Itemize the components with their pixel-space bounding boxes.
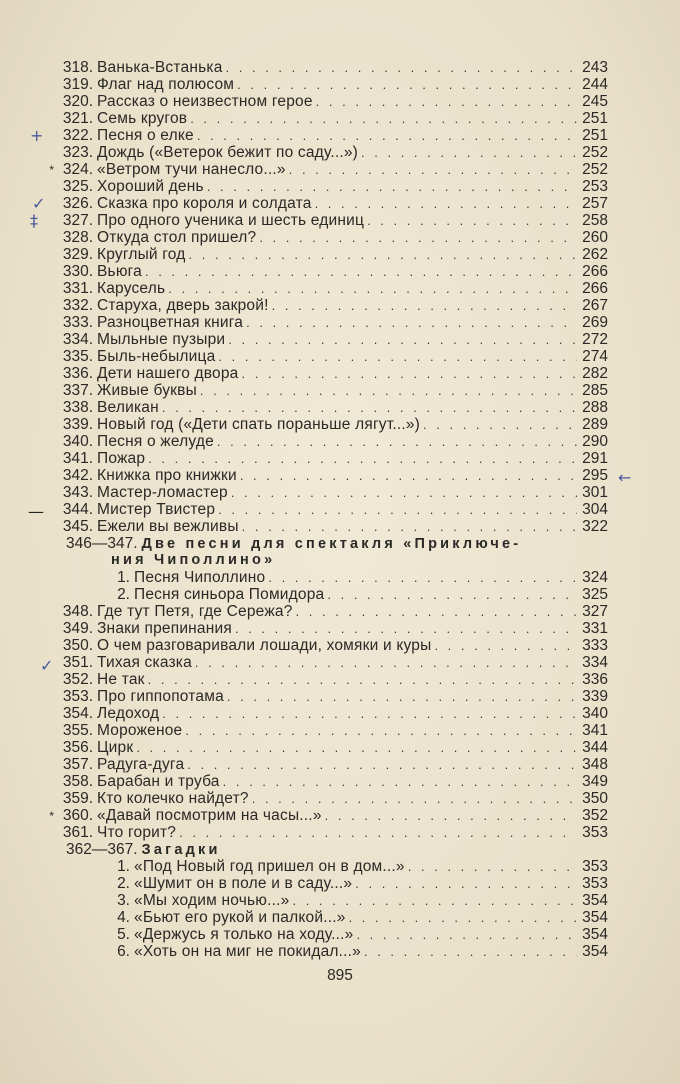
entry-title: «Давай посмотрим на часы...» bbox=[97, 807, 322, 824]
entry-title: Дождь («Ветерок бежит по саду...») bbox=[97, 144, 359, 161]
dot-leader bbox=[423, 416, 577, 433]
entry-marker: * bbox=[49, 163, 54, 177]
table-of-contents bbox=[40, 59, 608, 960]
toc-entry bbox=[40, 535, 608, 552]
entry-number: 5. bbox=[117, 926, 130, 943]
entry-page: 341 bbox=[582, 722, 608, 739]
entry-page: 274 bbox=[582, 348, 608, 365]
dot-leader bbox=[136, 739, 577, 756]
entry-number: 321. bbox=[62, 110, 93, 127]
entry-number: 333. bbox=[62, 314, 93, 331]
entry-page: 333 bbox=[582, 637, 608, 654]
entry-number: 350. bbox=[62, 637, 93, 654]
entry-title: Быль-небылица bbox=[97, 348, 216, 365]
entry-number: 344. bbox=[62, 501, 93, 518]
dot-leader bbox=[296, 603, 577, 620]
dot-leader bbox=[185, 722, 577, 739]
entry-page: 322 bbox=[582, 518, 608, 535]
dot-leader bbox=[179, 824, 577, 841]
entry-page: 352 bbox=[582, 807, 608, 824]
toc-entry bbox=[40, 246, 608, 263]
entry-number: 339. bbox=[62, 416, 93, 433]
entry-title: «Держусь я только на ходу...» bbox=[134, 926, 354, 943]
entry-number: 3. bbox=[117, 892, 130, 909]
entry-marker: * bbox=[49, 809, 54, 823]
entry-number: 340. bbox=[62, 433, 93, 450]
entry-page: 266 bbox=[582, 263, 608, 280]
toc-entry bbox=[40, 348, 608, 365]
toc-entry bbox=[40, 603, 608, 620]
entry-title: Ежели вы вежливы bbox=[97, 518, 239, 535]
toc-entry bbox=[40, 127, 608, 144]
entry-title: Две песни для спектакля «Приключе- bbox=[141, 536, 522, 552]
entry-title: Новый год («Дети спать пораньше лягут...») bbox=[97, 416, 421, 433]
dot-leader bbox=[226, 59, 577, 76]
entry-title: Что горит? bbox=[97, 824, 177, 841]
entry-title: Кто колечко найдет? bbox=[97, 790, 249, 807]
toc-entry bbox=[40, 518, 608, 535]
dot-leader bbox=[327, 586, 577, 603]
entry-title: Круглый год bbox=[97, 246, 186, 263]
entry-page: 336 bbox=[582, 671, 608, 688]
entry-title: Цирк bbox=[97, 739, 134, 756]
entry-number: 6. bbox=[117, 943, 130, 960]
entry-number: 349. bbox=[62, 620, 93, 637]
entry-number: 2. bbox=[117, 875, 130, 892]
toc-entry bbox=[40, 501, 608, 518]
toc-entry bbox=[40, 297, 608, 314]
entry-title: Старуха, дверь закрой! bbox=[97, 297, 269, 314]
entry-number: 4. bbox=[117, 909, 130, 926]
toc-entry bbox=[40, 858, 608, 875]
entry-title: Пожар bbox=[97, 450, 146, 467]
entry-page: 253 bbox=[582, 178, 608, 195]
entry-title: Загадки bbox=[141, 842, 221, 858]
entry-page: 353 bbox=[582, 875, 608, 892]
toc-entry bbox=[40, 450, 608, 467]
entry-title: Мыльные пузыри bbox=[97, 331, 226, 348]
entry-page: 354 bbox=[582, 926, 608, 943]
entry-number: 346—347. bbox=[66, 535, 138, 552]
entry-page: 331 bbox=[582, 620, 608, 637]
toc-entry bbox=[40, 943, 608, 960]
toc-entry bbox=[40, 841, 608, 858]
entry-page: 243 bbox=[582, 59, 608, 76]
dot-leader bbox=[315, 195, 577, 212]
toc-entry bbox=[40, 399, 608, 416]
dot-leader bbox=[227, 688, 577, 705]
entry-number: 342. bbox=[62, 467, 93, 484]
entry-title: Хороший день bbox=[97, 178, 204, 195]
toc-entry bbox=[40, 892, 608, 909]
dot-leader bbox=[316, 93, 577, 110]
entry-title: Про гиппопотама bbox=[97, 688, 224, 705]
entry-page: 340 bbox=[582, 705, 608, 722]
entry-page: 339 bbox=[582, 688, 608, 705]
entry-page: 252 bbox=[582, 144, 608, 161]
toc-entry bbox=[40, 382, 608, 399]
pen-mark-icon: ✓ bbox=[32, 194, 46, 213]
toc-entry bbox=[40, 195, 608, 212]
dot-leader bbox=[355, 875, 577, 892]
entry-number: 332. bbox=[62, 297, 93, 314]
entry-title: Сказка про короля и солдата bbox=[97, 195, 312, 212]
entry-title: Где тут Петя, где Сережа? bbox=[97, 603, 293, 620]
entry-page: 354 bbox=[582, 909, 608, 926]
entry-number: 359. bbox=[62, 790, 93, 807]
pen-mark-icon: ✓ bbox=[40, 656, 54, 675]
dot-leader bbox=[242, 365, 577, 382]
pen-mark-icon: + bbox=[30, 126, 44, 145]
entry-title: Семь кругов bbox=[97, 110, 188, 127]
entry-title: «Хоть он на миг не покидал...» bbox=[134, 943, 361, 960]
entry-page: 260 bbox=[582, 229, 608, 246]
toc-entry bbox=[40, 280, 608, 297]
dot-leader bbox=[268, 569, 577, 586]
entry-title: Песня синьора Помидора bbox=[134, 586, 325, 603]
entry-title: Барабан и труба bbox=[97, 773, 220, 790]
entry-page: 282 bbox=[582, 365, 608, 382]
entry-number: 343. bbox=[62, 484, 93, 501]
entry-page: 353 bbox=[582, 858, 608, 875]
toc-entry bbox=[40, 637, 608, 654]
toc-entry bbox=[40, 212, 608, 229]
dot-leader bbox=[272, 297, 577, 314]
dot-leader bbox=[223, 773, 577, 790]
dot-leader bbox=[162, 399, 577, 416]
pen-mark-icon: — bbox=[28, 502, 44, 521]
entry-title: Про одного ученика и шесть единиц bbox=[97, 212, 365, 229]
dot-leader bbox=[195, 654, 577, 671]
dot-leader bbox=[292, 892, 577, 909]
toc-entry bbox=[40, 76, 608, 93]
entry-number: 1. bbox=[117, 569, 130, 586]
dot-leader bbox=[207, 178, 577, 195]
toc-entry bbox=[40, 93, 608, 110]
toc-entry bbox=[40, 756, 608, 773]
entry-page: 290 bbox=[582, 433, 608, 450]
dot-leader bbox=[240, 467, 577, 484]
dot-leader bbox=[237, 76, 577, 93]
dot-leader bbox=[168, 280, 577, 297]
dot-leader bbox=[228, 331, 577, 348]
entry-title: Радуга-дуга bbox=[97, 756, 185, 773]
entry-title: Ванька-Встанька bbox=[97, 59, 223, 76]
entry-page: 272 bbox=[582, 331, 608, 348]
entry-title: «Ветром тучи нанесло...» bbox=[97, 161, 286, 178]
toc-entry bbox=[40, 875, 608, 892]
toc-entry bbox=[40, 263, 608, 280]
toc-entry bbox=[40, 331, 608, 348]
entry-page: 285 bbox=[582, 382, 608, 399]
entry-page: 301 bbox=[582, 484, 608, 501]
entry-page: 244 bbox=[582, 76, 608, 93]
entry-page: 334 bbox=[582, 654, 608, 671]
entry-number: 322. bbox=[62, 127, 93, 144]
dot-leader bbox=[217, 433, 577, 450]
entry-number: 331. bbox=[62, 280, 93, 297]
entry-title: Песня о желуде bbox=[97, 433, 214, 450]
entry-number: 360. bbox=[62, 807, 93, 824]
entry-title: Не так bbox=[97, 671, 145, 688]
dot-leader bbox=[289, 161, 577, 178]
entry-number: 326. bbox=[62, 195, 93, 212]
entry-number: 353. bbox=[62, 688, 93, 705]
entry-page: 245 bbox=[582, 93, 608, 110]
entry-number: 318. bbox=[62, 59, 93, 76]
pen-mark-icon: ← bbox=[618, 468, 632, 487]
entry-title: Книжка про книжки bbox=[97, 467, 237, 484]
entry-page: 350 bbox=[582, 790, 608, 807]
dot-leader bbox=[218, 348, 577, 365]
toc-entry bbox=[40, 671, 608, 688]
entry-page: 325 bbox=[582, 586, 608, 603]
entry-number: 335. bbox=[62, 348, 93, 365]
entry-number: 357. bbox=[62, 756, 93, 773]
entry-page: 289 bbox=[582, 416, 608, 433]
toc-entry bbox=[40, 705, 608, 722]
entry-title: Мистер Твистер bbox=[97, 501, 216, 518]
entry-page: 252 bbox=[582, 161, 608, 178]
entry-number: 325. bbox=[62, 178, 93, 195]
toc-entry bbox=[40, 790, 608, 807]
entry-number: 327. bbox=[62, 212, 93, 229]
entry-number: 352. bbox=[62, 671, 93, 688]
entry-page: 349 bbox=[582, 773, 608, 790]
entry-page: 354 bbox=[582, 892, 608, 909]
entry-page: 269 bbox=[582, 314, 608, 331]
entry-title: Вьюга bbox=[97, 263, 142, 280]
entry-title: Дети нашего двора bbox=[97, 365, 239, 382]
dot-leader bbox=[242, 518, 577, 535]
entry-page: 354 bbox=[582, 943, 608, 960]
entry-page: 251 bbox=[582, 110, 608, 127]
dot-leader bbox=[148, 671, 577, 688]
entry-page: 288 bbox=[582, 399, 608, 416]
toc-entry bbox=[40, 688, 608, 705]
toc-entry bbox=[40, 824, 608, 841]
toc-entry bbox=[40, 484, 608, 501]
entry-number: 336. bbox=[62, 365, 93, 382]
toc-entry bbox=[40, 722, 608, 739]
dot-leader bbox=[197, 127, 577, 144]
toc-entry bbox=[40, 144, 608, 161]
entry-page: 257 bbox=[582, 195, 608, 212]
dot-leader bbox=[246, 314, 577, 331]
dot-leader bbox=[434, 637, 577, 654]
entry-number: 348. bbox=[62, 603, 93, 620]
entry-title: О чем разговаривали лошади, хомяки и куры bbox=[97, 637, 432, 654]
entry-title: Песня о елке bbox=[97, 127, 194, 144]
entry-page: 262 bbox=[582, 246, 608, 263]
entry-number: 330. bbox=[62, 263, 93, 280]
entry-page: 267 bbox=[582, 297, 608, 314]
dot-leader bbox=[259, 229, 577, 246]
entry-number: 341. bbox=[62, 450, 93, 467]
toc-entry bbox=[40, 773, 608, 790]
entry-title: «Под Новый год пришел он в дом...» bbox=[134, 858, 405, 875]
entry-title: Мастер-ломастер bbox=[97, 484, 228, 501]
entry-number: 362—367. bbox=[66, 841, 138, 858]
toc-entry bbox=[40, 229, 608, 246]
toc-entry bbox=[40, 586, 608, 603]
dot-leader bbox=[361, 144, 577, 161]
entry-title: Живые буквы bbox=[97, 382, 197, 399]
entry-number: 324. bbox=[62, 161, 93, 178]
toc-entry bbox=[40, 110, 608, 127]
entry-number: 1. bbox=[117, 858, 130, 875]
entry-title: «Мы ходим ночью...» bbox=[134, 892, 290, 909]
entry-title: «Шумит он в поле и в саду...» bbox=[134, 875, 353, 892]
toc-entry bbox=[40, 569, 608, 586]
dot-leader bbox=[252, 790, 577, 807]
dot-leader bbox=[364, 943, 577, 960]
entry-number: 329. bbox=[62, 246, 93, 263]
entry-title: Великан bbox=[97, 399, 159, 416]
entry-page: 295 bbox=[582, 467, 608, 484]
entry-page: 251 bbox=[582, 127, 608, 144]
toc-entry bbox=[40, 620, 608, 637]
entry-title: Песня Чиполлино bbox=[134, 569, 266, 586]
entry-number: 319. bbox=[62, 76, 93, 93]
entry-page: 324 bbox=[582, 569, 608, 586]
entry-title: Откуда стол пришел? bbox=[97, 229, 257, 246]
entry-page: 353 bbox=[582, 824, 608, 841]
toc-entry bbox=[40, 926, 608, 943]
dot-leader bbox=[148, 450, 577, 467]
dot-leader bbox=[200, 382, 577, 399]
toc-entry bbox=[40, 314, 608, 331]
entry-title: Знаки препинания bbox=[97, 620, 232, 637]
dot-leader bbox=[367, 212, 577, 229]
toc-entry bbox=[40, 807, 608, 824]
entry-number: 361. bbox=[62, 824, 93, 841]
pen-mark-icon: ‡ bbox=[30, 211, 38, 230]
entry-page: 348 bbox=[582, 756, 608, 773]
dot-leader bbox=[218, 501, 577, 518]
entry-number: 355. bbox=[62, 722, 93, 739]
entry-number: 334. bbox=[62, 331, 93, 348]
dot-leader bbox=[162, 705, 577, 722]
page-number: 895 bbox=[327, 967, 353, 984]
entry-page: 266 bbox=[582, 280, 608, 297]
dot-leader bbox=[235, 620, 577, 637]
entry-number: 337. bbox=[62, 382, 93, 399]
entry-number: 323. bbox=[62, 144, 93, 161]
entry-number: 328. bbox=[62, 229, 93, 246]
entry-title: Разноцветная книга bbox=[97, 314, 244, 331]
entry-page: 291 bbox=[582, 450, 608, 467]
entry-title: Ледоход bbox=[97, 705, 160, 722]
entry-title: Карусель bbox=[97, 280, 166, 297]
toc-entry bbox=[40, 161, 608, 178]
toc-entry bbox=[40, 365, 608, 382]
toc-entry bbox=[40, 654, 608, 671]
entry-number: 338. bbox=[62, 399, 93, 416]
entry-number: 351. bbox=[62, 654, 93, 671]
entry-number: 358. bbox=[62, 773, 93, 790]
toc-entry bbox=[40, 739, 608, 756]
entry-page: 258 bbox=[582, 212, 608, 229]
dot-leader bbox=[325, 807, 577, 824]
toc-entry bbox=[40, 433, 608, 450]
toc-entry bbox=[40, 59, 608, 76]
dot-leader bbox=[189, 246, 577, 263]
entry-page: 304 bbox=[582, 501, 608, 518]
toc-entry bbox=[40, 909, 608, 926]
dot-leader bbox=[356, 926, 577, 943]
entry-number: 320. bbox=[62, 93, 93, 110]
entry-number: 2. bbox=[117, 586, 130, 603]
toc-entry bbox=[40, 552, 608, 569]
entry-number: 356. bbox=[62, 739, 93, 756]
entry-page: 344 bbox=[582, 739, 608, 756]
entry-title: «Бьют его рукой и палкой...» bbox=[134, 909, 346, 926]
dot-leader bbox=[408, 858, 577, 875]
dot-leader bbox=[190, 110, 577, 127]
entry-number: 354. bbox=[62, 705, 93, 722]
toc-entry bbox=[40, 416, 608, 433]
dot-leader bbox=[187, 756, 577, 773]
entry-title: Рассказ о неизвестном герое bbox=[97, 93, 313, 110]
entry-page: 327 bbox=[582, 603, 608, 620]
entry-title: ния Чиполлино» bbox=[111, 552, 276, 568]
toc-entry bbox=[40, 178, 608, 195]
toc-entry bbox=[40, 467, 608, 484]
entry-title: Флаг над полюсом bbox=[97, 76, 235, 93]
dot-leader bbox=[145, 263, 577, 280]
entry-title: Тихая сказка bbox=[97, 654, 192, 671]
entry-title: Мороженое bbox=[97, 722, 183, 739]
entry-number: 345. bbox=[62, 518, 93, 535]
dot-leader bbox=[349, 909, 577, 926]
dot-leader bbox=[231, 484, 577, 501]
